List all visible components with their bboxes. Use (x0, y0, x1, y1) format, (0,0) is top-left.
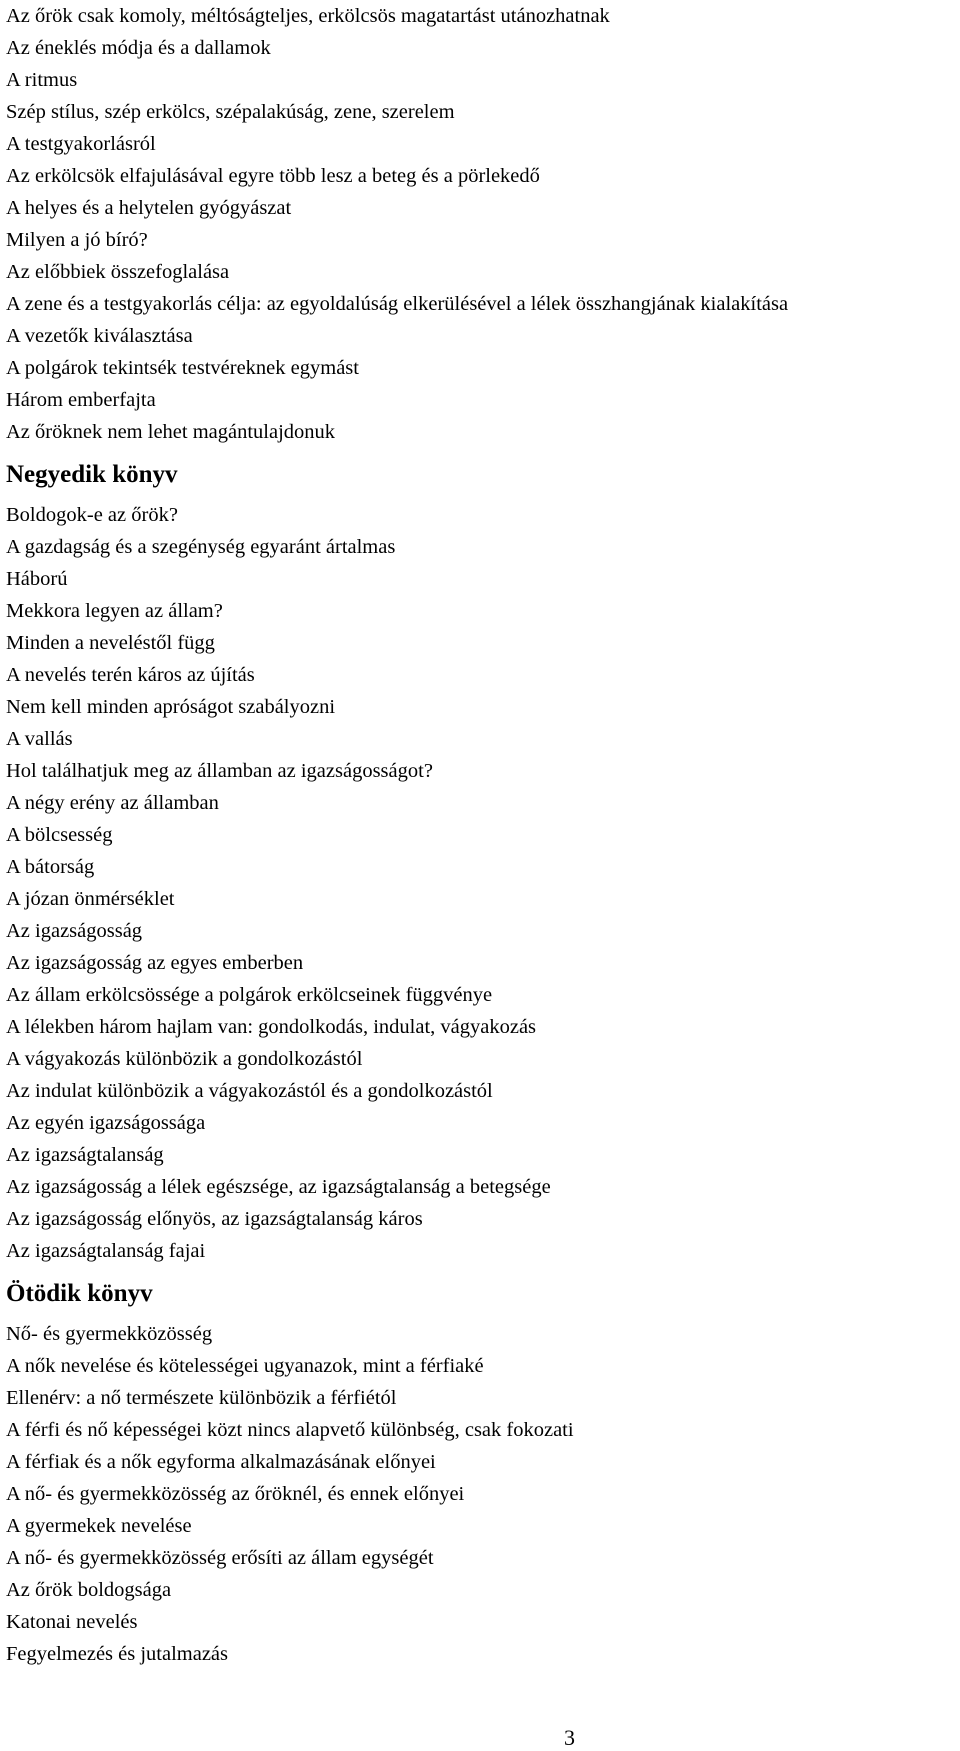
toc-entry: A gyermekek nevelése (6, 1515, 192, 1537)
toc-entry: Háború (6, 568, 68, 590)
toc-entry: Az őrök csak komoly, méltóságteljes, erkölcsös magatartást utánozhatnak (6, 5, 610, 27)
toc-entry: Az erkölcsök elfajulásával egyre több lesz a beteg és a pörlekedő (6, 165, 540, 187)
toc-entry: A bátorság (6, 856, 95, 878)
toc-entry: A férfi és nő képességei közt nincs alapvető különbség, csak fokozati (6, 1419, 574, 1441)
toc-entry: Az igazságosság előnyös, az igazságtalanság káros (6, 1208, 423, 1230)
toc-entry: A lélekben három hajlam van: gondolkodás, indulat, vágyakozás (6, 1016, 537, 1038)
toc-entry: Az előbbiek összefoglalása (6, 261, 230, 283)
section-heading: Negyedik könyv (6, 461, 178, 488)
toc-entry: Ellenérv: a nő természete különbözik a férfiétól (6, 1387, 397, 1409)
toc-entry: Az éneklés módja és a dallamok (6, 37, 271, 59)
toc-entry: A testgyakorlásról (6, 133, 156, 155)
toc-entry: A négy erény az államban (6, 792, 219, 814)
toc-entry: A józan önmérséklet (6, 888, 175, 910)
toc-entry: A vágyakozás különbözik a gondolkozástól (6, 1048, 363, 1070)
toc-entry: A polgárok tekintsék testvéreknek egymást (6, 357, 359, 379)
toc-entry: Mekkora legyen az állam? (6, 600, 223, 622)
toc-entry: A férfiak és a nők egyforma alkalmazásának előnyei (6, 1451, 436, 1473)
toc-entry: Az igazságosság a lélek egészsége, az igazságtalanság a betegsége (6, 1176, 551, 1198)
toc-entry: Az őrök boldogsága (6, 1579, 172, 1601)
toc-entry: Az igazságtalanság fajai (6, 1240, 206, 1262)
toc-entry: A zene és a testgyakorlás célja: az egyoldalúság elkerülésével a lélek összhangjának kialakítása (6, 293, 789, 315)
toc-entry: Az állam erkölcsössége a polgárok erkölcseinek függvénye (6, 984, 493, 1006)
toc-entry: A nevelés terén káros az újítás (6, 664, 255, 686)
toc-entry: Milyen a jó bíró? (6, 229, 148, 251)
toc-entry: Minden a neveléstől függ (6, 632, 215, 654)
toc-entry: A vezetők kiválasztása (6, 325, 193, 347)
toc-entry: Az indulat különbözik a vágyakozástól és a gondolkozástól (6, 1080, 493, 1102)
page-number: 3 (564, 1725, 575, 1750)
toc-entry: A vallás (6, 728, 73, 750)
toc-entry: A bölcsesség (6, 824, 113, 846)
toc-entry: Katonai nevelés (6, 1611, 138, 1633)
section-fifth-book (6, 1271, 956, 1670)
toc-entry: A nők nevelése és kötelességei ugyanazok, mint a férfiaké (6, 1355, 484, 1377)
toc-entry: Boldogok-e az őrök? (6, 504, 178, 526)
toc-entry: Fegyelmezés és jutalmazás (6, 1643, 228, 1665)
toc-entry: Nem kell minden apróságot szabályozni (6, 696, 336, 718)
toc-entry: A nő- és gyermekközösség az őröknél, és ennek előnyei (6, 1483, 465, 1505)
toc-entry: Szép stílus, szép erkölcs, szépalakúság, zene, szerelem (6, 101, 455, 123)
toc-entry: Az igazságosság az egyes emberben (6, 952, 304, 974)
toc-entry: Az egyén igazságossága (6, 1112, 206, 1134)
toc-entry: Nő- és gyermekközösség (6, 1323, 213, 1345)
toc-entry: Az igazságtalanság (6, 1144, 164, 1166)
toc-entry: Az igazságosság (6, 920, 143, 942)
toc-entry: A nő- és gyermekközösség erősíti az állam egységét (6, 1547, 434, 1569)
section-fourth-book (6, 452, 956, 1267)
toc-entry: Három emberfajta (6, 389, 156, 411)
toc-entry: Hol találhatjuk meg az államban az igazságosságot? (6, 760, 433, 782)
toc-entry: Az őröknek nem lehet magántulajdonuk (6, 421, 336, 443)
toc-entry: A helyes és a helytelen gyógyászat (6, 197, 292, 219)
toc-entry: A ritmus (6, 69, 78, 91)
toc-entry: A gazdagság és a szegénység egyaránt ártalmas (6, 536, 396, 558)
table-of-contents (6, 0, 956, 1670)
section-third-book-continued (6, 0, 956, 448)
section-heading: Ötödik könyv (6, 1280, 153, 1307)
